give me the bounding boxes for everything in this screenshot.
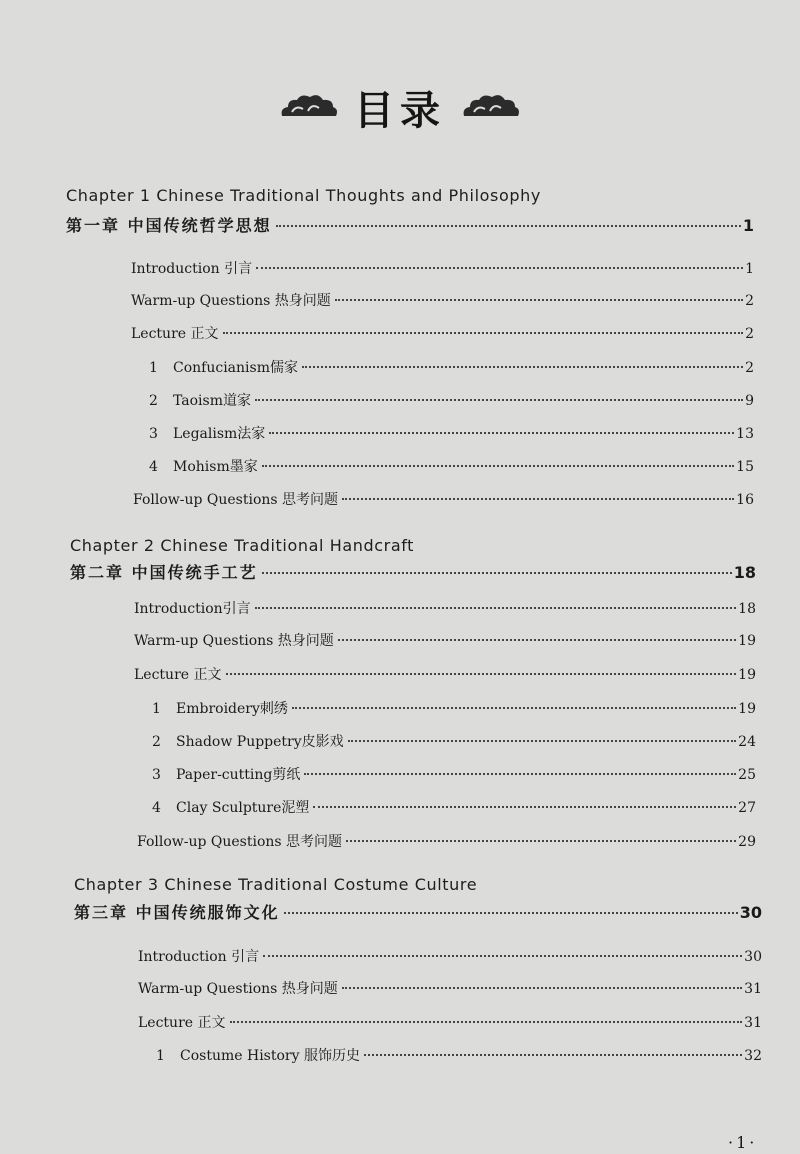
page-number: 13 (736, 426, 754, 442)
toc-subentry[interactable] (152, 764, 756, 784)
toc-subentry[interactable] (149, 423, 754, 443)
page-number: 15 (736, 459, 754, 475)
dot-leader (255, 399, 743, 401)
page-number: 18 (738, 601, 756, 617)
dot-leader (342, 987, 742, 989)
entry-label: Embroidery刺绣 (176, 701, 288, 717)
page-number: 19 (738, 667, 756, 683)
page-number: 1 (745, 261, 754, 277)
toc-entry-lecture[interactable] (134, 664, 756, 684)
toc-subentry[interactable] (152, 797, 756, 817)
page-number: 25 (738, 767, 756, 783)
toc-subentry[interactable] (149, 357, 754, 377)
toc-subentry[interactable] (152, 698, 756, 718)
toc-subentry[interactable] (149, 456, 754, 476)
entry-label: Mohism墨家 (173, 459, 258, 475)
dot-leader (230, 1021, 743, 1023)
dot-leader (263, 955, 742, 957)
dot-leader (269, 432, 734, 434)
page-number: 19 (738, 633, 756, 649)
toc-entry-lecture[interactable] (138, 1012, 762, 1032)
toc-entry-warm-up[interactable] (131, 290, 754, 310)
subentry-number: 2 (149, 393, 158, 409)
entry-label: Legalism法家 (173, 426, 266, 442)
entry-label: Lecture 正文 (134, 667, 222, 683)
page-number: 27 (738, 800, 756, 816)
dot-leader (313, 806, 736, 808)
dot-leader (304, 773, 736, 775)
dot-leader (262, 465, 734, 467)
page-number: 18 (733, 563, 756, 582)
page-number: 24 (738, 734, 756, 750)
page-number: 30 (744, 949, 762, 965)
entry-label: Introduction 引言 (131, 261, 253, 277)
page-number: 31 (744, 1015, 762, 1031)
toc-entry-introduction[interactable] (134, 598, 756, 618)
subentry-number: 1 (149, 360, 158, 376)
subentry-number: 3 (149, 426, 158, 442)
entry-label: Shadow Puppetry皮影戏 (176, 734, 344, 750)
toc-entry-follow-up[interactable] (137, 831, 756, 851)
chapter-2-english-title: Chapter 2 Chinese Traditional Handcraft (70, 536, 415, 555)
toc-subentry[interactable] (152, 731, 756, 751)
toc-entry-lecture[interactable] (131, 323, 754, 343)
page-number: 30 (739, 903, 762, 922)
entry-label: Lecture 正文 (138, 1015, 226, 1031)
dot-leader (342, 498, 734, 500)
dot-leader (302, 366, 743, 368)
chapter-3-chinese-title: 第三章 中国传统服饰文化 (74, 903, 280, 922)
dot-leader (292, 707, 736, 709)
chapter-2-entry[interactable] (70, 560, 756, 583)
cloud-ornament-right-icon (460, 92, 522, 122)
dot-leader (348, 740, 737, 742)
page-number: 9 (745, 393, 754, 409)
chapter-3-english-title: Chapter 3 Chinese Traditional Costume Culture (74, 875, 478, 894)
page-number: 2 (745, 326, 754, 342)
entry-label: Warm-up Questions 热身问题 (131, 293, 331, 309)
subentry-number: 4 (152, 800, 161, 816)
chapter-2-chinese-title: 第二章 中国传统手工艺 (70, 563, 258, 582)
dot-leader (335, 299, 743, 301)
page-number: 19 (738, 701, 756, 717)
toc-entry-warm-up[interactable] (138, 978, 762, 998)
page-number: 1 (742, 216, 754, 235)
subentry-number: 1 (156, 1048, 165, 1064)
chapter-1-entry[interactable] (66, 213, 754, 236)
dot-leader (276, 225, 741, 227)
entry-label: Lecture 正文 (131, 326, 219, 342)
entry-label: Follow-up Questions 思考问题 (133, 492, 339, 508)
page-title: 目录 (354, 87, 446, 134)
dot-leader (364, 1054, 742, 1056)
dot-leader (284, 912, 738, 914)
dot-leader (255, 607, 737, 609)
subentry-number: 4 (149, 459, 158, 475)
page-folio: ·1· (728, 1133, 758, 1152)
entry-label: Clay Sculpture泥塑 (176, 800, 310, 816)
subentry-number: 2 (152, 734, 161, 750)
chapter-1-chinese-title: 第一章 中国传统哲学思想 (66, 216, 272, 235)
page-number: 29 (738, 834, 756, 850)
entry-label: Follow-up Questions 思考问题 (137, 834, 343, 850)
toc-subentry[interactable] (156, 1045, 762, 1065)
dot-leader (226, 673, 737, 675)
entry-label: Introduction 引言 (138, 949, 260, 965)
page-number: 2 (745, 360, 754, 376)
page-number: 16 (736, 492, 754, 508)
dot-leader (346, 840, 736, 842)
page-number: 31 (744, 981, 762, 997)
toc-header (0, 82, 800, 132)
entry-label: Warm-up Questions 热身问题 (134, 633, 334, 649)
toc-entry-introduction[interactable] (131, 258, 754, 278)
toc-entry-warm-up[interactable] (134, 630, 756, 650)
cloud-ornament-left-icon (278, 92, 340, 122)
entry-label: Taoism道家 (173, 393, 251, 409)
subentry-number: 1 (152, 701, 161, 717)
toc-entry-follow-up[interactable] (133, 489, 754, 509)
chapter-1-english-title: Chapter 1 Chinese Traditional Thoughts and Philosophy (66, 186, 541, 205)
dot-leader (256, 267, 743, 269)
entry-label: Paper-cutting剪纸 (176, 767, 301, 783)
subentry-number: 3 (152, 767, 161, 783)
entry-label: Warm-up Questions 热身问题 (138, 981, 338, 997)
chapter-3-entry[interactable] (74, 900, 762, 923)
entry-label: Introduction引言 (134, 601, 251, 617)
page-number: 32 (744, 1048, 762, 1064)
entry-label: Confucianism儒家 (173, 360, 298, 376)
entry-label: Costume History 服饰历史 (180, 1048, 360, 1064)
toc-entry-introduction[interactable] (138, 946, 762, 966)
dot-leader (338, 639, 736, 641)
dot-leader (223, 332, 744, 334)
toc-subentry[interactable] (149, 390, 754, 410)
dot-leader (262, 572, 732, 574)
page-number: 2 (745, 293, 754, 309)
